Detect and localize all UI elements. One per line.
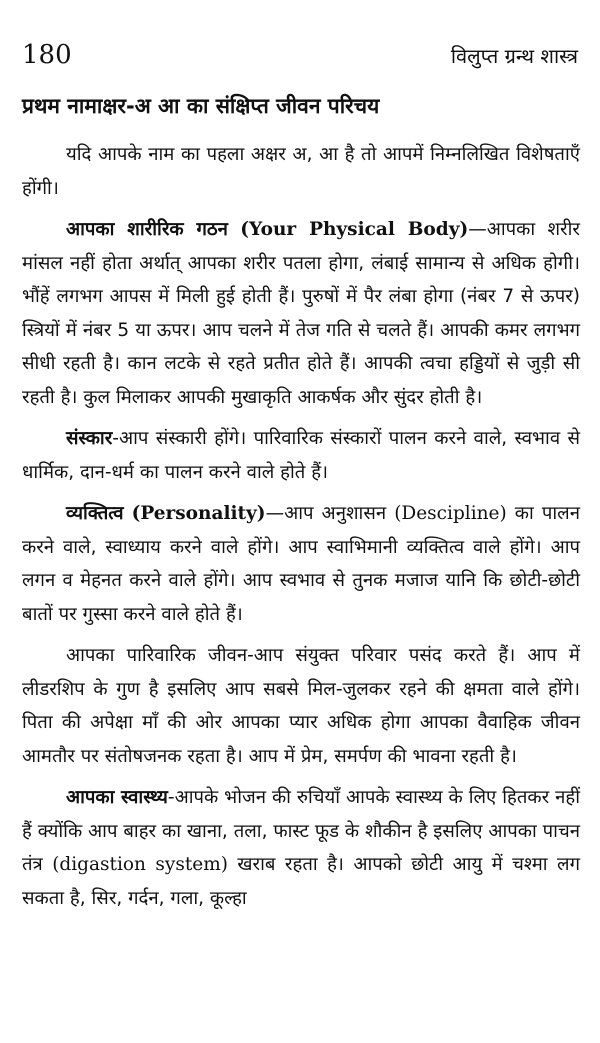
personality-text-b: का पालन करने वाले, स्वाध्याय करने वाले होंगे। आप स्वाभिमानी व्यक्तित्व वाले होंगे। आप लगन व मेहनत करने वाले होंगे। आप स्वभाव से तुनक मजाज यानि कि छोटी-छोटी बातों पर गुस्सा करने वाले होते हैं। [22, 503, 580, 625]
physical-body-paragraph [22, 213, 580, 414]
family-paragraph: आपका पारिवारिक जीवन-आप संयुक्त परिवार पसंद करते हैं। आप में लीडरशिप के गुण है इसलिए आप सबसे मिल-जुलकर रहने की क्षमता वाले होंगे। पिता की अपेक्षा माँ की ओर आपका प्यार अधिक होगा आपका वैवाहिक जीवन आमतौर पर संतोषजनक रहता है। आप में प्रेम, समर्पण की भावना रहती है। [22, 645, 580, 767]
health-paragraph [22, 781, 580, 915]
health-text-a: -आपके भोजन की रुचियाँ आपके स्वास्थ्य के लिए हितकर नहीं हैं क्योंकि आप बाहर का खाना, तला, फास्ट फूड के शौकीन है इसलिए आपका पाचन तंत्र [22, 787, 581, 875]
personality-text-en: (Descipline) [394, 503, 507, 524]
sanskar-text: -आप संस्कारी होंगे। पारिवारिक संस्कारों पालन करने वाले, स्वभाव से धार्मिक, दान-धर्म का पालन करने वाले होते हैं। [22, 428, 580, 483]
physical-body-lead: आपका शारीरिक गठन [66, 219, 228, 240]
section-heading: प्रथम नामाक्षर-अ आ का संक्षिप्त जीवन परिचय [22, 94, 380, 118]
page-number: 180 [22, 40, 72, 70]
health-lead: आपका स्वास्थ्य [66, 787, 168, 808]
page-header [22, 40, 578, 70]
sanskar-paragraph [22, 422, 580, 489]
intro-paragraph: यदि आपके नाम का पहला अक्षर अ, आ है तो आपमें निम्नलिखित विशेषताएँ होंगी। [22, 144, 580, 199]
book-title: विलुप्त ग्रन्थ शास्त्र [450, 44, 578, 68]
page-body [22, 138, 580, 918]
health-text-en: (digastion system) [52, 854, 228, 875]
personality-text-a: —आप अनुशासन [265, 503, 395, 524]
physical-body-lead-en: (Your Physical Body) [240, 219, 469, 240]
personality-lead-en: (Personality) [131, 503, 266, 524]
sanskar-lead: संस्कार [66, 428, 113, 449]
personality-lead: व्यक्तित्व [66, 503, 124, 524]
personality-paragraph [22, 497, 580, 631]
physical-body-text: —आपका शरीर मांसल नहीं होता अर्थात् आपका शरीर पतला होगा, लंबाई सामान्य से अधिक होगी। भौंहें लगभग आपस में मिली हुई होती हैं। पुरुषों में पैर लंबा होगा (नंबर 7 से ऊपर) स्त्रियों में नंबर 5 या ऊपर। आप चलने में तेज गति से चलते हैं। आपकी कमर लगभग सीधी रहती है। कान लटके से रहते प्रतीत होते हैं। आपकी त्वचा हड्डियों से जुड़ी सी रहती है। कुल मिलाकर आपकी मुखाकृति आकर्षक और सुंदर होती है। [22, 219, 580, 408]
health-text-b: खराब रहता है। आपको छोटी आयु में चश्मा लग सकता है, सिर, गर्दन, गला, कूल्हा [22, 854, 580, 909]
